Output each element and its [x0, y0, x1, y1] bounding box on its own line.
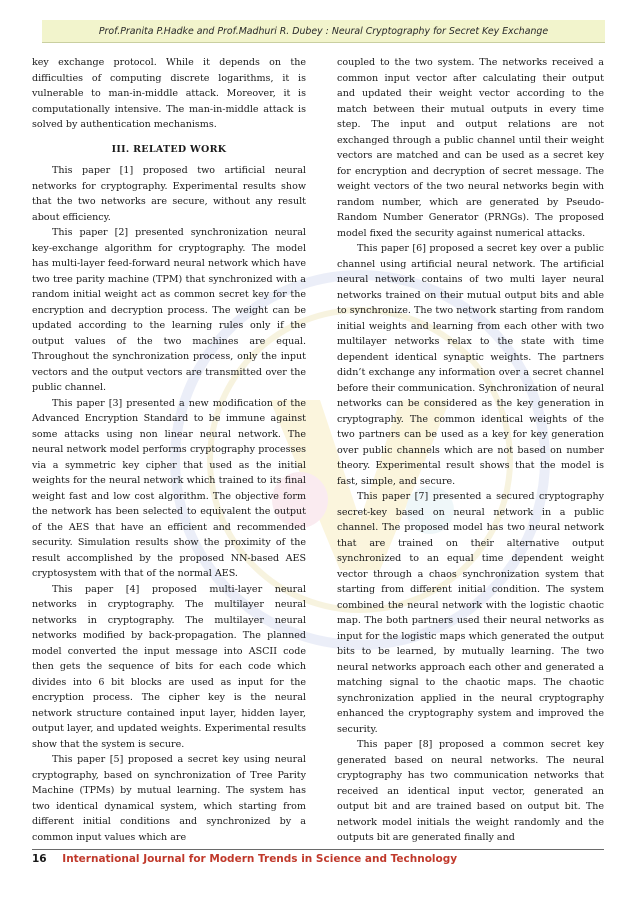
page-number: 16: [32, 853, 47, 865]
page-footer: [32, 853, 457, 865]
paragraph-ref-1: This paper [1] proposed two artificial neural networks for cryptography. Experimental results show that the two networks are secure, without any result about efficiency.: [32, 165, 306, 223]
paragraph-ref-5: This paper [5] proposed a secret key using neural cryptography, based on synchronization of Tree Parity Machine (TPMs) by mutual learning. The system has two identical dynamical system, which starting from different initial conditions and synchronized by a common input values which are: [32, 754, 306, 843]
paragraph-ref-2: This paper [2] presented synchronization neural key-exchange algorithm for cryptography. The model has multi-layer feed-forward neural network which have two tree parity machine (TPM) that synchronized with a random initial weight act as common secret key for the encryption and decryption process. The weight can be updated according to the learning rules only if the output values of the two machines are equal. Throughout the synchronization process, only the input vectors and the output vectors are transmitted over the public channel.: [32, 227, 306, 393]
paragraph-continued: key exchange protocol. While it depends on the difficulties of computing discrete logarithms, it is vulnerable to man-in-middle attack. Moreover, it is computationally intensive. The man-in-middle attack is solved by authentication mechanisms.: [32, 57, 306, 130]
right-column: [337, 55, 604, 846]
paragraph-ref-3: This paper [3] presented a new modification of the Advanced Encryption Standard to be immune against some attacks using non linear neural network. The neural network model performs cryptography processes via a symmetric key cipher that used as the initial weights for the neural network which trained to its final weight fast and low cost algorithm. The objective form the network has been selected to equivalent the output of the AES that have an efficient and recommended security. Simulation results show the proximity of the result accomplished by the proposed NN-based AES cryptosystem with that of the normal AES.: [32, 397, 306, 579]
paragraph-ref-8: This paper [8] proposed a common secret key generated based on neural networks. The neural cryptography has two communication networks that received an identical input vector, generated an output bit and are trained based on output bit. The network model initials the weight randomly and the outputs bit are generated finally and: [337, 739, 604, 843]
paragraph-ref-5-continued: coupled to the two system. The networks received a common input vector after calculating their output and updated their weight vector according to the match between their mutual outputs in every time step. The input and output relations are not exchanged through a public channel until their weight vectors are matched and can be used as a secret key for encryption and decryption of secret message. The weight vectors of the two neural networks begin with random number, which are generated by Pseudo-Random Number Generator (PRNGs). The proposed model fixed the security against numerical attacks.: [337, 57, 604, 239]
running-header: [42, 20, 605, 43]
paragraph-ref-4: This paper [4] proposed multi-layer neural networks in cryptography. The multilayer neural networks in cryptography. The multilayer neural networks modified by back-propagation. The planned model converted the input message into ASCII code then gets the sequence of bits for each code which divides into 6 bit blocks are used as input for the encryption process. The cipher key is the neural network structure contained input layer, hidden layer, output layer, and updated weights. Experimental results show that the system is secure.: [32, 583, 306, 750]
journal-name: International Journal for Modern Trends in Science and Technology: [62, 853, 458, 865]
footer-rule: [32, 849, 604, 850]
section-heading: III. RELATED WORK: [111, 143, 227, 155]
left-column: [32, 55, 306, 845]
paragraph-ref-7: This paper [7] presented a secured cryptography secret-key based on neural network in a public channel. The proposed model has two neural network that are trained on their alternative output synchronized to an equal time dependent weight vector through a chaos synchronization system that starting from different initial condition. The system combined the neural network with the logistic chaotic map. The both partners used their neural networks as input for the logistic maps which generated the output bits to be learned, by mutually learning. The two neural networks approach each other and generated a matching signal to the chaotic maps. The chaotic synchronization applied in the neural cryptography enhanced the cryptography system and improved the security.: [337, 491, 604, 735]
paragraph-ref-6: This paper [6] proposed a secret key over a public channel using artificial neural network. The artificial neural network contains of two multi layer neural networks trained on their mutual output bits and able to synchronize. The two network starting from random initial weights and learning from each other with two multilayer networks relax to the state with time dependent identical synaptic weights. The partners didn’t exchange any information over a secret channel before their communication. Synchronization of neural networks can be considered as the key generation in cryptography. The common identical weights of the two partners can be used as a key for key generation over public channels which are not based on number theory. Experimental result shows that the model is fast, simple, and secure.: [337, 243, 604, 487]
running-title: Prof.Pranita P.Hadke and Prof.Madhuri R. Dubey : Neural Cryptography for Secret Key Exchange: [98, 25, 549, 37]
